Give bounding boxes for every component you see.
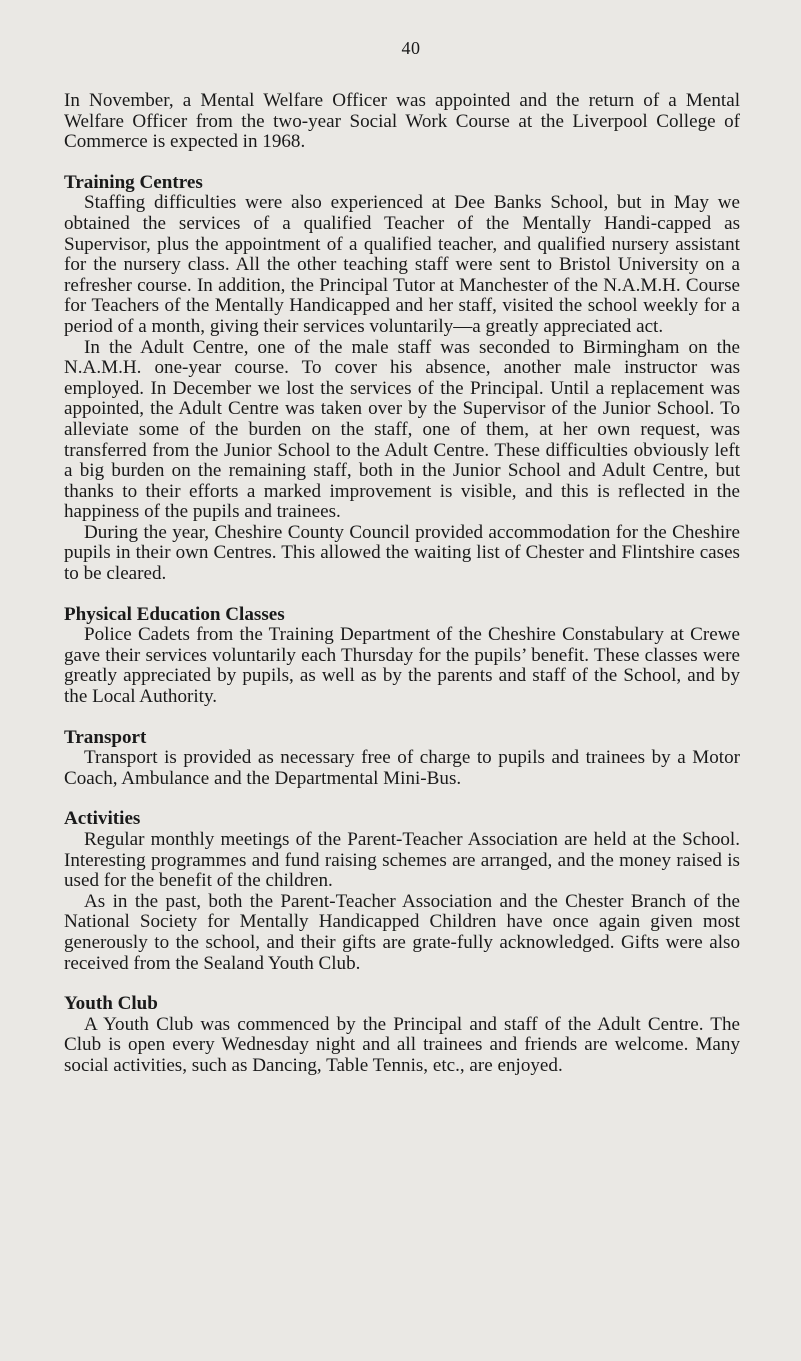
section-heading: Activities [64,808,141,830]
section-paragraph: In the Adult Centre, one of the male staff was seconded to Birmingham on the N.A.M.H. one-year course. To cover his absence, another male instructor was employed. In December we lost the services of the Principal. Until a replacement was appointed, the Adult Centre was taken over by the Supervisor of the Junior School. To alleviate some of the burden on the staff, one of them, at her own request, was transferred from the Junior School to the Adult Centre. These difficulties obviously left a big burden on the remaining staff, both in the Junior School and Adult Centre, but thanks to their efforts a marked improvement is visible, and this is reflected in the happiness of the pupils and trainees. [64,336,740,523]
section-training-centres [64,173,740,585]
section-youth-club [64,994,740,1076]
section-heading: Youth Club [64,993,158,1015]
section-heading: Transport [64,726,147,748]
section-paragraph: During the year, Cheshire County Council provided accommodation for the Cheshire pupils in their own Centres. This allowed the waiting list of Chester and Flintshire cases to be cleared. [64,521,740,585]
page-number: 40 [401,38,421,58]
intro-block [64,91,740,153]
section-paragraph: Police Cadets from the Training Department of the Cheshire Constabulary at Crewe gave their services voluntarily each Thursday for the pupils’ benefit. These classes were greatly appreciated by pupils, as well as by the parents and staff of the School, and by the Local Authority. [64,624,740,708]
intro-paragraph: In November, a Mental Welfare Officer was appointed and the return of a Mental Welfare Officer from the two-year Social Work Course at the Liverpool College of Commerce is expected in 1968. [64,90,740,153]
section-physical-education [64,605,740,708]
section-paragraph: Staffing difficulties were also experienced at Dee Banks School, but in May we obtained the services of a qualified Teacher of the Mentally Handi-capped as Supervisor, plus the appointment of a qualified teacher, and qualified nursery assistant for the nursery class. All the other teaching staff were sent to Bristol University on a refresher course. In addition, the Principal Tutor at Manchester of the N.A.M.H. Course for Teachers of the Mentally Handicapped and her staff, visited the school weekly for a period of a month, giving their services voluntarily—a greatly appreciated act. [64,192,740,337]
section-activities [64,809,740,974]
section-paragraph: Regular monthly meetings of the Parent-Teacher Association are held at the School. Interesting programmes and fund raising schemes are arranged, and the money raised is used for the benefit of the children. [64,829,740,892]
section-transport [64,728,740,790]
section-paragraph: As in the past, both the Parent-Teacher Association and the Chester Branch of the National Society for Mentally Handicapped Children have once again given most generously to the school, and their gifts are grate-fully acknowledged. Gifts were also received from the Sealand Youth Club. [64,890,740,974]
section-paragraph: A Youth Club was commenced by the Principal and staff of the Adult Centre. The Club is open every Wednesday night and all trainees and friends are welcome. Many social activities, such as Dancing, Table Tennis, etc., are enjoyed. [64,1013,740,1076]
section-heading: Physical Education Classes [64,603,285,625]
section-paragraph: Transport is provided as necessary free of charge to pupils and trainees by a Motor Coach, Ambulance and the Departmental Mini-Bus. [64,747,740,789]
page-content [64,38,740,1077]
section-heading: Training Centres [64,171,203,193]
